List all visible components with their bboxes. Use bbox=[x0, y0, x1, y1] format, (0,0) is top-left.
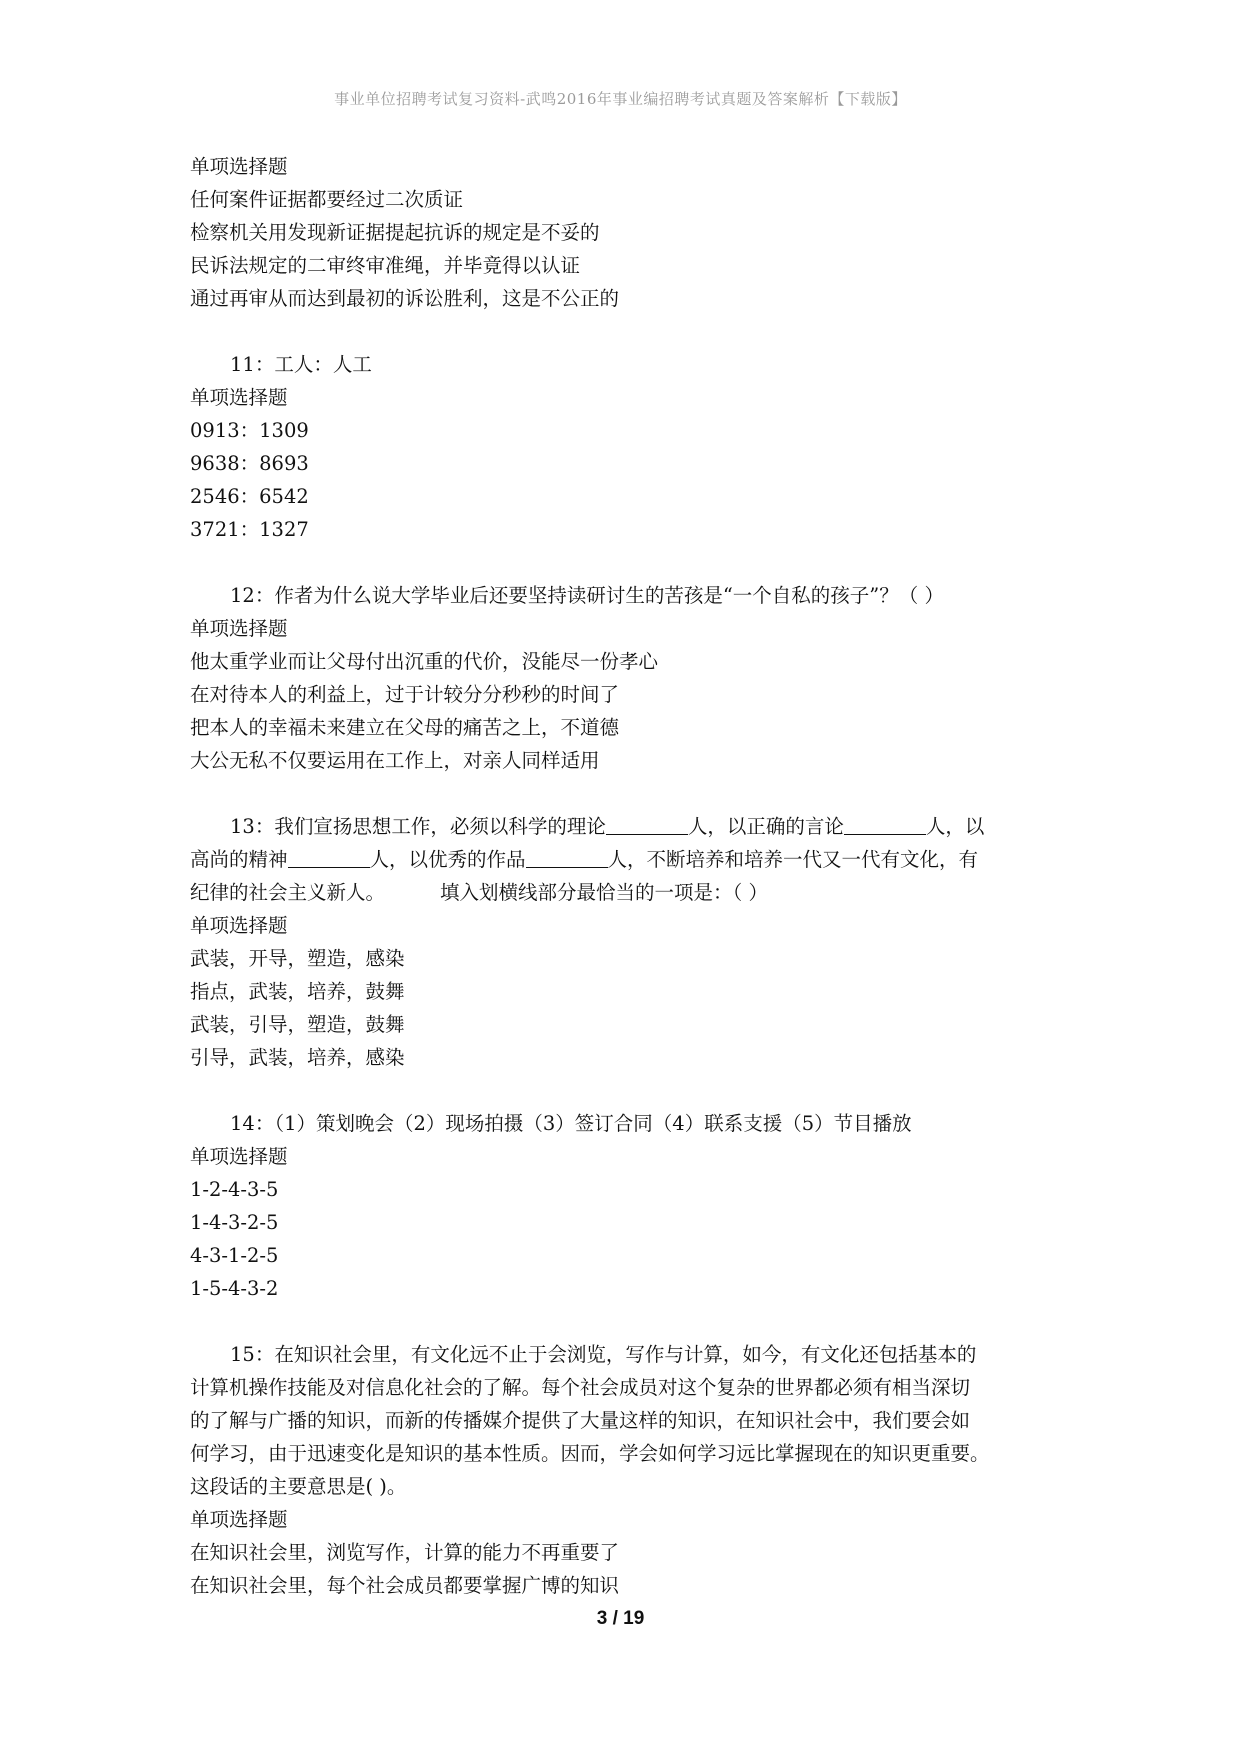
stem-text: 人，以优秀的作品 bbox=[369, 848, 526, 871]
option: 1-5-4-3-2 bbox=[190, 1277, 279, 1300]
question-type: 单项选择题 bbox=[190, 617, 288, 640]
question-type: 单项选择题 bbox=[190, 386, 288, 409]
question-stem-line bbox=[190, 876, 1060, 909]
option: 4-3-1-2-5 bbox=[190, 1244, 279, 1267]
option: 武装，引导，塑造，鼓舞 bbox=[190, 1013, 405, 1036]
question-stem-line: 计算机操作技能及对信息化社会的了解。每个社会成员对这个复杂的世界都必须有相当深切 bbox=[190, 1376, 971, 1399]
option: 检察机关用发现新证据提起抗诉的规定是不妥的 bbox=[190, 221, 600, 244]
question-stem: 12：作者为什么说大学毕业后还要坚持读研讨生的苦孩是“一个自私的孩子”？（ ） bbox=[230, 584, 944, 607]
question-type: 单项选择题 bbox=[190, 914, 288, 937]
question-stem-line: 15：在知识社会里，有文化远不止于会浏览，写作与计算，如今，有文化还包括基本的 bbox=[230, 1343, 977, 1366]
option: 通过再审从而达到最初的诉讼胜利，这是不公正的 bbox=[190, 287, 620, 310]
option: 1-2-4-3-5 bbox=[190, 1178, 279, 1201]
question-stem: 14：（1）策划晚会（2）现场拍摄（3）签订合同（4）联系支援（5）节目播放 bbox=[230, 1112, 912, 1135]
option: 9638：8693 bbox=[190, 452, 309, 475]
question-stem-line: 的了解与广播的知识，而新的传播媒介提供了大量这样的知识，在知识社会中，我们要会如 bbox=[190, 1409, 971, 1432]
fill-blank bbox=[606, 814, 688, 835]
option: 武装，开导，塑造，感染 bbox=[190, 947, 405, 970]
option: 在知识社会里，浏览写作，计算的能力不再重要了 bbox=[190, 1541, 620, 1564]
fill-blank bbox=[526, 847, 608, 868]
option: 把本人的幸福未来建立在父母的痛苦之上，不道德 bbox=[190, 716, 620, 739]
option: 大公无私不仅要运用在工作上，对亲人同样适用 bbox=[190, 749, 600, 772]
question-stem: 11：工人：人工 bbox=[230, 353, 372, 376]
fill-blank bbox=[844, 814, 926, 835]
question-type: 单项选择题 bbox=[190, 155, 288, 178]
stem-text: 填入划横线部分最恰当的一项是：（ ） bbox=[440, 881, 768, 904]
stem-text: 人，不断培养和培养一代又一代有文化，有 bbox=[607, 848, 979, 871]
option: 0913：1309 bbox=[190, 419, 309, 442]
stem-text: 高尚的精神 bbox=[190, 848, 288, 871]
option: 任何案件证据都要经过二次质证 bbox=[190, 188, 464, 211]
question-carryover bbox=[190, 150, 1060, 315]
option: 民诉法规定的二审终审准绳，并毕竟得以认证 bbox=[190, 254, 581, 277]
question-stem-line: 这段话的主要意思是( )。 bbox=[190, 1475, 407, 1498]
option: 他太重学业而让父母付出沉重的代价，没能尽一份孝心 bbox=[190, 650, 659, 673]
question-13 bbox=[190, 810, 1060, 1074]
stem-text: 人，以 bbox=[925, 815, 985, 838]
option: 2546：6542 bbox=[190, 485, 309, 508]
option: 指点，武装，培养，鼓舞 bbox=[190, 980, 405, 1003]
stem-text: 人，以正确的言论 bbox=[687, 815, 844, 838]
option: 3721：1327 bbox=[190, 518, 309, 541]
document-body bbox=[190, 150, 1060, 1635]
question-type: 单项选择题 bbox=[190, 1145, 288, 1168]
option: 引导，武装，培养，感染 bbox=[190, 1046, 405, 1069]
question-14 bbox=[190, 1107, 1060, 1305]
fill-blank bbox=[288, 847, 370, 868]
question-stem-line: 何学习，由于迅速变化是知识的基本性质。因而，学会如何学习远比掌握现在的知识更重要。 bbox=[190, 1442, 990, 1465]
question-stem-line bbox=[190, 810, 1060, 843]
stem-text: 纪律的社会主义新人。 bbox=[190, 881, 386, 904]
page-number: 3 / 19 bbox=[596, 1608, 645, 1629]
question-stem-line bbox=[190, 843, 1060, 876]
question-type: 单项选择题 bbox=[190, 1508, 288, 1531]
question-11 bbox=[190, 348, 1060, 546]
option: 在对待本人的利益上，过于计较分分秒秒的时间了 bbox=[190, 683, 620, 706]
question-15 bbox=[190, 1338, 1060, 1602]
stem-text: 13：我们宣扬思想工作，必须以科学的理论 bbox=[230, 815, 606, 838]
page-header: 事业单位招聘考试复习资料-武鸣2016年事业编招聘考试真题及答案解析【下载版】 bbox=[334, 90, 907, 108]
option: 1-4-3-2-5 bbox=[190, 1211, 279, 1234]
option: 在知识社会里，每个社会成员都要掌握广博的知识 bbox=[190, 1574, 620, 1597]
question-12 bbox=[190, 579, 1060, 777]
